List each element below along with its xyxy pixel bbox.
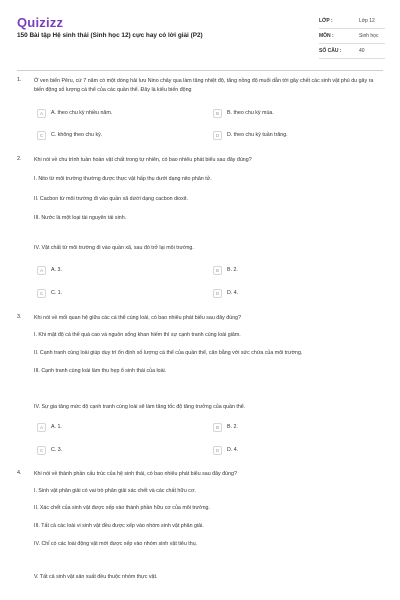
question-body xyxy=(34,314,383,464)
question-body xyxy=(34,470,383,595)
question-3 xyxy=(17,314,383,464)
question-2 xyxy=(17,156,383,306)
meta-label: SỐ CÂU : xyxy=(319,48,342,54)
option-text: B. theo chu kỳ mùa. xyxy=(227,110,274,116)
meta-row-class xyxy=(319,14,385,29)
option-d[interactable] xyxy=(213,445,373,455)
quizizz-logo[interactable]: Quizizz xyxy=(17,15,64,30)
option-letter: B xyxy=(213,423,222,432)
statement-3: III. Cạnh tranh cùng loài làm thu hẹp ổ sinh thái của loài. xyxy=(34,368,167,374)
question-number: 4. xyxy=(17,470,22,476)
option-text: D. theo chu kỳ tuần trăng. xyxy=(227,132,288,138)
question-text: Khi nói về chu trình tuần hoàn vật chất trong tự nhiên, có bao nhiêu phát biểu sau đây đúng? xyxy=(34,157,252,163)
option-letter: C xyxy=(37,446,46,455)
statement-2: II. Cacbon từ môi trường đi vào quần xã dưới dạng cacbon dioxit. xyxy=(34,196,188,202)
option-letter: B xyxy=(213,266,222,275)
option-c[interactable] xyxy=(37,288,197,298)
option-b[interactable] xyxy=(213,108,373,118)
question-text: Khi nói về thành phần cấu trúc của hệ sinh thái, có bao nhiêu phát biểu sau đây đúng? xyxy=(34,471,237,477)
statement-4: IV. Vật chất từ môi trường đi vào quần xã, sau đó trở lại môi trường. xyxy=(34,245,194,251)
question-text: Ở ven biển Pêru, cứ 7 năm có một dòng hải lưu Nino chảy qua làm tăng nhiệt độ, tăng nồng độ muối dẫn tới gây chết các sinh vật phù du gây ra biến động số lượng cá thể của các quần thể. Đây là kiểu biến động xyxy=(34,78,374,93)
statement-4: IV. Chỉ có các loài động vật mới được xếp vào nhóm sinh vật tiêu thụ. xyxy=(34,541,198,547)
worksheet-title: 150 Bài tập Hệ sinh thái (Sinh học 12) cực hay có lời giải (P2) xyxy=(17,32,203,39)
option-text: D. 4. xyxy=(227,447,239,453)
option-d[interactable] xyxy=(213,130,373,140)
statement-2: II. Xác chết của sinh vật được xếp vào thành phần hữu cơ của môi trường. xyxy=(34,505,210,511)
statement-3: III. Nước là một loại tài nguyên tái sinh. xyxy=(34,215,127,221)
option-c[interactable] xyxy=(37,130,197,140)
statement-5: V. Tất cả sinh vật sản xuất đều thuộc nhóm thực vật. xyxy=(34,574,158,580)
option-letter: D xyxy=(213,289,222,298)
option-letter: C xyxy=(37,131,46,140)
option-c[interactable] xyxy=(37,445,197,455)
meta-value: Lớp 12 xyxy=(359,18,375,24)
statement-3: III. Tất cả các loài vi sinh vật đều được xếp vào nhóm sinh vật phân giải. xyxy=(34,523,204,529)
question-body xyxy=(34,156,383,306)
meta-row-count xyxy=(319,44,385,59)
option-text: A. 1. xyxy=(51,424,62,430)
option-text: C. không theo chu kỳ. xyxy=(51,132,103,138)
option-text: A. 3. xyxy=(51,267,62,273)
question-number: 2. xyxy=(17,156,22,162)
statement-1: I. Khi mật độ cá thể quá cao và nguồn sống khan hiếm thì sự cạnh tranh cùng loài giảm. xyxy=(34,332,241,338)
option-text: B. 2. xyxy=(227,267,238,273)
option-letter: A xyxy=(37,423,46,432)
worksheet-meta xyxy=(319,14,385,59)
option-a[interactable] xyxy=(37,422,197,432)
statement-2: II. Cạnh tranh cùng loài giúp duy trì ổn định số lượng cá thể của quần thể, cân bằng với sức chứa của môi trường. xyxy=(34,350,303,356)
option-letter: A xyxy=(37,266,46,275)
option-text: A. theo chu kỳ nhiều năm. xyxy=(51,110,113,116)
option-letter: A xyxy=(37,109,46,118)
meta-value: Sinh học xyxy=(359,33,379,39)
meta-value: 40 xyxy=(359,48,365,54)
statement-4: IV. Sự gia tăng mức độ cạnh tranh cùng loài sẽ làm tăng tốc độ tăng trưởng của quần thể. xyxy=(34,404,246,410)
option-letter: D xyxy=(213,131,222,140)
option-a[interactable] xyxy=(37,265,197,275)
question-body xyxy=(34,77,383,157)
option-a[interactable] xyxy=(37,108,197,118)
meta-label: MÔN : xyxy=(319,33,334,39)
question-1 xyxy=(17,77,383,157)
option-text: C. 1. xyxy=(51,290,63,296)
option-d[interactable] xyxy=(213,288,373,298)
option-b[interactable] xyxy=(213,265,373,275)
option-letter: D xyxy=(213,446,222,455)
question-4 xyxy=(17,470,383,595)
option-text: C. 3. xyxy=(51,447,63,453)
statement-1: I. Nito từ môi trường thường được thực vật hấp thụ dưới dạng nito phân tử. xyxy=(34,176,212,182)
option-b[interactable] xyxy=(213,422,373,432)
question-text: Khi nói về mối quan hệ giữa các cá thể cùng loài, có bao nhiêu phát biểu sau đây đúng? xyxy=(34,315,242,321)
header-divider xyxy=(17,70,383,71)
meta-label: LỚP : xyxy=(319,18,333,24)
option-letter: C xyxy=(37,289,46,298)
meta-row-subject xyxy=(319,29,385,44)
option-text: D. 4. xyxy=(227,290,239,296)
question-number: 3. xyxy=(17,314,22,320)
option-text: B. 2. xyxy=(227,424,238,430)
statement-1: I. Sinh vật phân giải có vai trò phân giải xác chết và các chất hữu cơ. xyxy=(34,488,196,494)
option-letter: B xyxy=(213,109,222,118)
question-number: 1. xyxy=(17,77,22,83)
